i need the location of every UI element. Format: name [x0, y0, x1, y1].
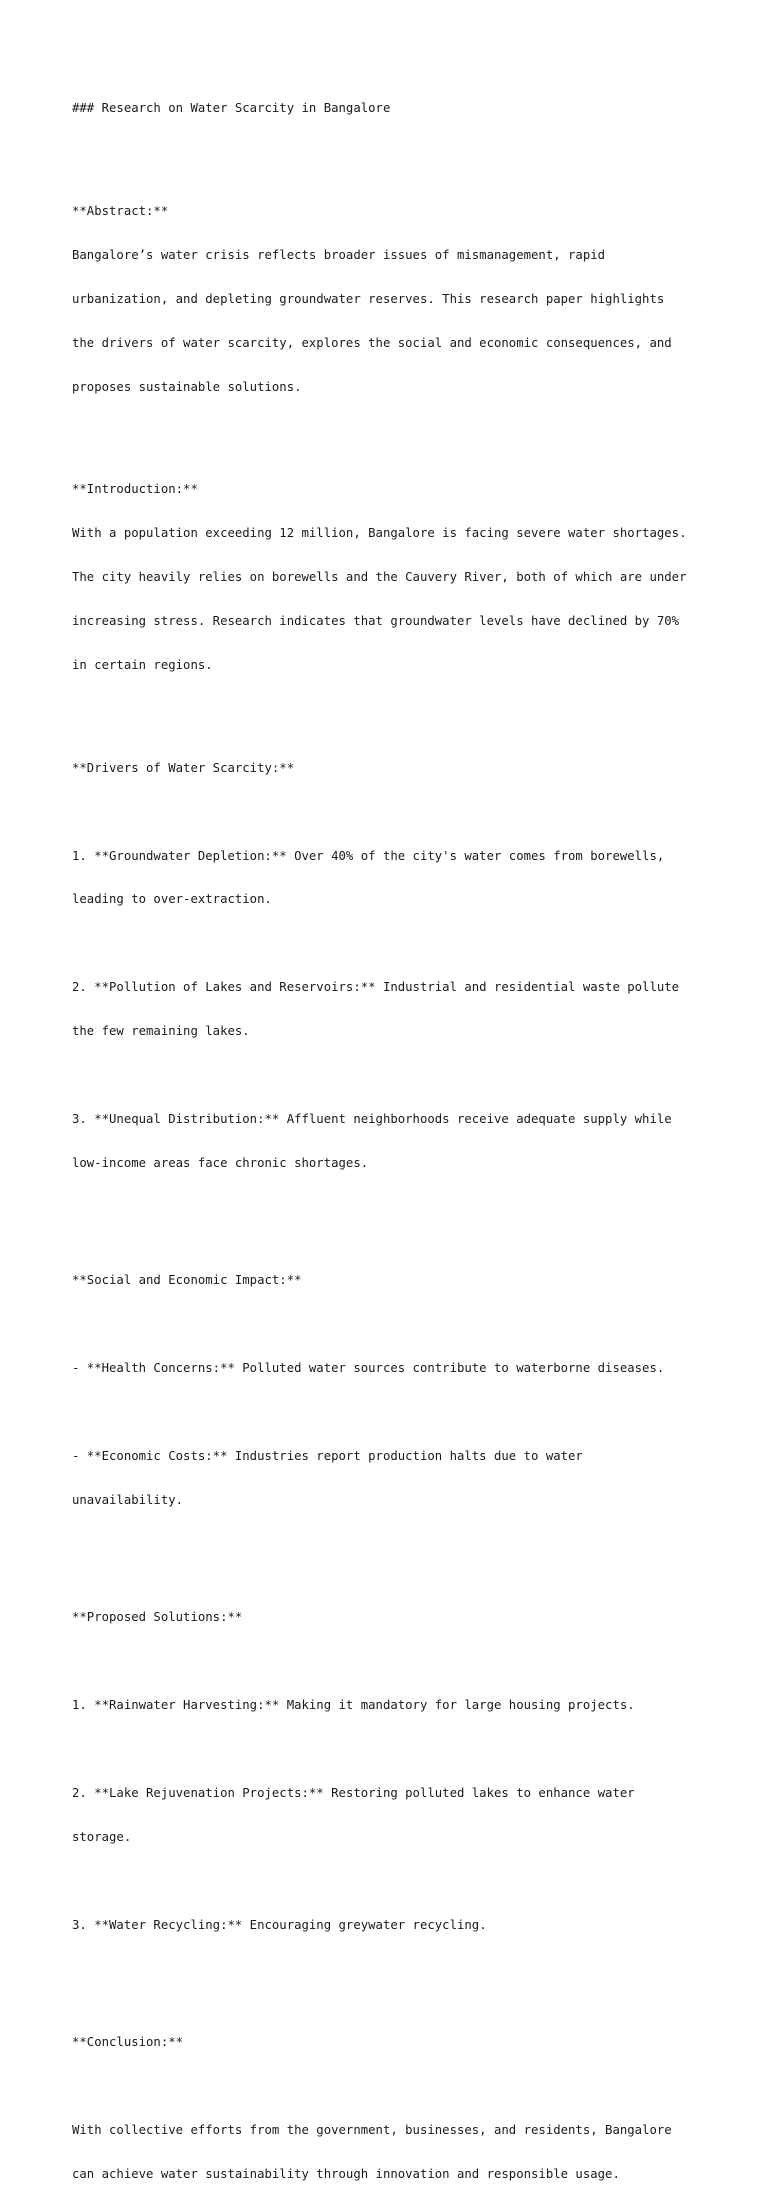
spacer — [72, 805, 712, 820]
drivers-item-line: leading to over-extraction. — [72, 892, 272, 907]
drivers-item-line: low-income areas face chronic shortages. — [72, 1156, 369, 1171]
drivers-item-line: the few remaining lakes. — [72, 1024, 250, 1039]
abstract-heading: **Abstract:** — [72, 203, 169, 218]
solutions-item-line: 1. **Rainwater Harvesting:** Making it mandatory for large housing projects. — [72, 1698, 635, 1713]
conclusion-heading: **Conclusion:** — [72, 2035, 184, 2050]
spacer — [72, 1200, 712, 1229]
document-title: ### Research on Water Scarcity in Bangalore — [72, 101, 391, 116]
spacer — [72, 1537, 712, 1566]
abstract-line: proposes sustainable solutions. — [72, 379, 302, 394]
impact-item-line: - **Economic Costs:** Industries report production halts due to water — [72, 1449, 583, 1464]
introduction-heading: **Introduction:** — [72, 482, 198, 497]
drivers-item-line: 1. **Groundwater Depletion:** Over 40% of the city's water comes from borewells, — [72, 848, 665, 863]
solutions-item-line: 3. **Water Recycling:** Encouraging greywater recycling. — [72, 1918, 487, 1933]
spacer — [72, 1742, 712, 1757]
spacer — [72, 1874, 712, 1889]
spacer — [72, 2079, 712, 2094]
abstract-line: Bangalore’s water crisis reflects broader issues of mismanagement, rapid — [72, 247, 606, 262]
introduction-line: With a population exceeding 12 million, Bangalore is facing severe water shortages. — [72, 526, 687, 541]
introduction-line: increasing stress. Research indicates that groundwater levels have declined by 70% — [72, 614, 680, 629]
drivers-item-line: 2. **Pollution of Lakes and Reservoirs:** Industrial and residential waste pollute — [72, 980, 680, 995]
drivers-item-line: 3. **Unequal Distribution:** Affluent neighborhoods receive adequate supply while — [72, 1112, 672, 1127]
solutions-heading: **Proposed Solutions:** — [72, 1610, 243, 1625]
spacer — [72, 1405, 712, 1420]
conclusion-line: can achieve water sustainability through innovation and responsible usage. — [72, 2167, 620, 2182]
introduction-line: The city heavily relies on borewells and the Cauvery River, both of which are under — [72, 570, 687, 585]
impact-item-line: unavailability. — [72, 1493, 184, 1508]
spacer — [72, 145, 712, 160]
spacer — [72, 1317, 712, 1332]
abstract-line: the drivers of water scarcity, explores the social and economic consequences, and — [72, 335, 672, 350]
abstract-line: urbanization, and depleting groundwater reserves. This research paper highlights — [72, 291, 665, 306]
spacer — [72, 424, 712, 439]
impact-heading: **Social and Economic Impact:** — [72, 1273, 302, 1288]
solutions-item-line: storage. — [72, 1830, 132, 1845]
conclusion-line: With collective efforts from the government, businesses, and residents, Bangalore — [72, 2123, 672, 2138]
spacer — [72, 702, 712, 717]
spacer — [72, 1068, 712, 1083]
document-page — [72, 72, 712, 2196]
spacer — [72, 1962, 712, 1991]
introduction-line: in certain regions. — [72, 658, 213, 673]
spacer — [72, 1654, 712, 1669]
drivers-heading: **Drivers of Water Scarcity:** — [72, 760, 295, 775]
solutions-item-line: 2. **Lake Rejuvenation Projects:** Restoring polluted lakes to enhance water — [72, 1786, 635, 1801]
spacer — [72, 936, 712, 951]
impact-item-line: - **Health Concerns:** Polluted water sources contribute to waterborne diseases. — [72, 1361, 665, 1376]
